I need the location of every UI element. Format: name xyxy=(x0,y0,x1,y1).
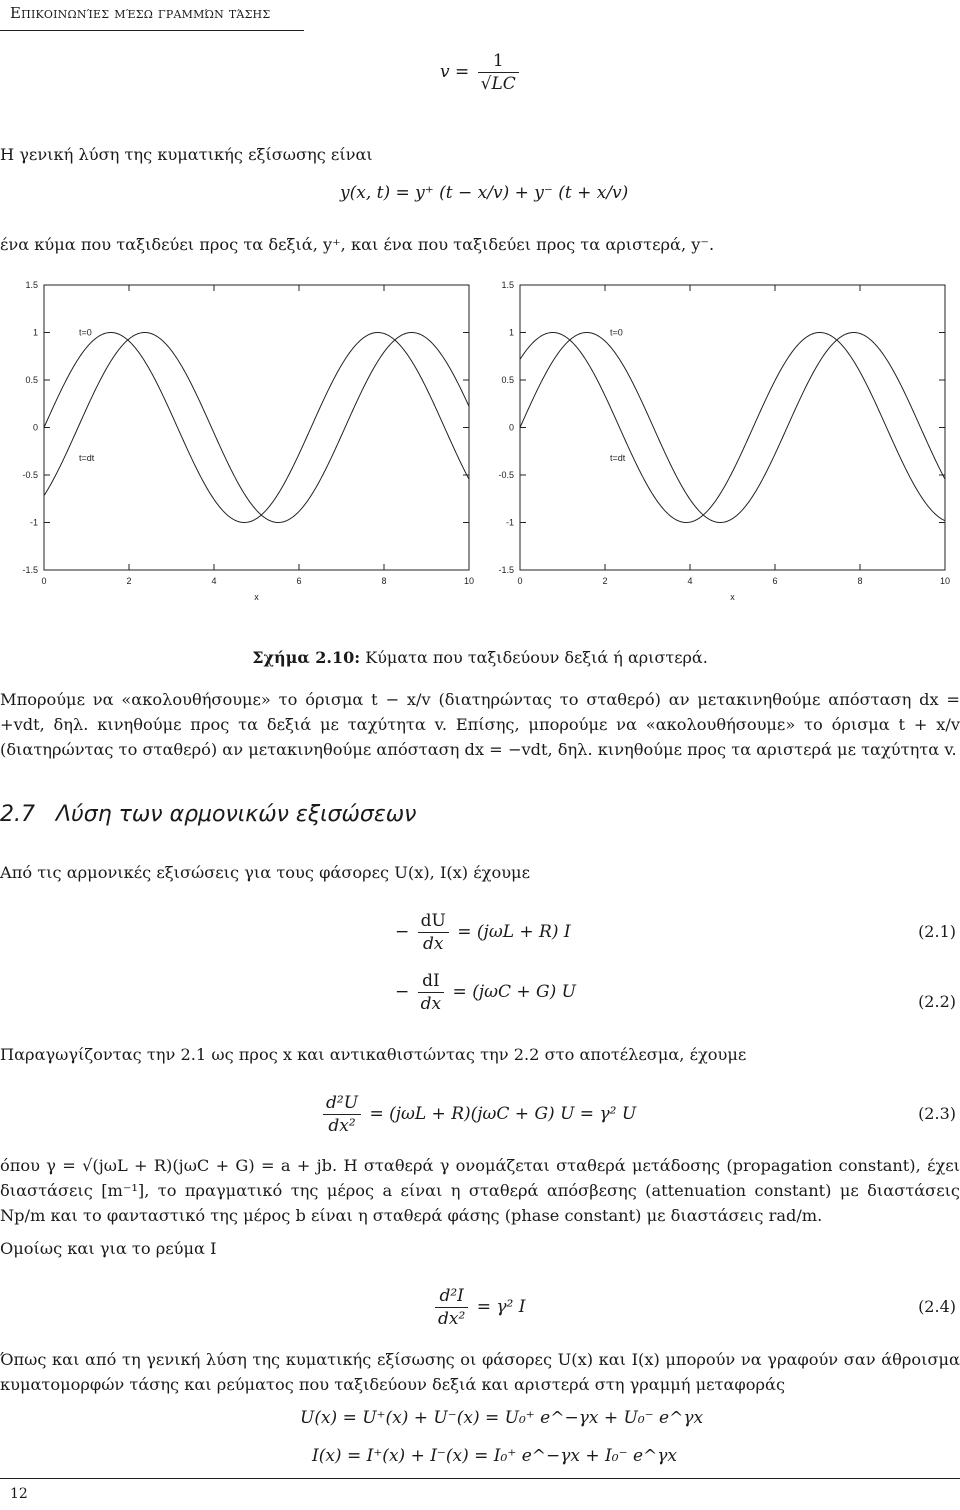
equation-I: I(x) = I⁺(x) + I⁻(x) = I₀⁺ e^−γx + I₀⁻ e^γx xyxy=(312,1446,678,1466)
eq-2-4-tag: (2.4) xyxy=(918,1297,956,1316)
x-tick-label: 8 xyxy=(381,576,387,586)
eq-2-2-fraction: $\frac{dI}{dx}$ xyxy=(418,970,444,1015)
plot-left xyxy=(22,280,474,602)
eq-2-1-tag: (2.1) xyxy=(918,922,956,941)
eq-2-3-fraction: $\frac{\text{d²U}}{\text{dx²}}$ xyxy=(323,1092,361,1137)
equation-2-2: − $\frac{dI}{dx}$ = (jωC + G) U xyxy=(395,971,576,1014)
gamma-paragraph: όπου γ = √(jωL + R)(jωC + G) = a + jb. Η σταθερά γ ονομάζεται σταθερά μετάδοσης (propagation constant), έχει διαστάσεις [m⁻¹], το πραγματικό της μέρος a είναι η σταθερά απόσβεσης (attenuation constant) με διαστάσεις Np/m και το φανταστικό της μέρος b είναι η σταθερά φάσης (phase constant) με διαστάσεις rad/m. xyxy=(0,1156,960,1225)
velocity-lhs: v = xyxy=(440,62,470,82)
x-tick-label: 6 xyxy=(296,576,302,586)
eq-2-2-tag: (2.2) xyxy=(918,992,956,1011)
y-tick-label: 1 xyxy=(508,327,514,338)
eq-2-1-fraction: $\frac{dU}{dx}$ xyxy=(418,910,449,955)
annotation-tdt: t=dt xyxy=(610,453,626,463)
y-tick-label: 0 xyxy=(32,422,38,433)
figure-waves xyxy=(0,275,960,605)
annotation-t0: t=0 xyxy=(610,327,623,338)
y-tick-label: -1 xyxy=(505,517,514,528)
x-axis-label: x xyxy=(254,592,259,602)
x-tick-label: 0 xyxy=(517,576,523,586)
general-solution: y(x, t) = y⁺ (t − x/v) + y⁻ (t + x/v) xyxy=(340,183,629,203)
annotation-t0: t=0 xyxy=(79,327,92,338)
velocity-equation xyxy=(440,50,522,95)
y-tick-label: 0.5 xyxy=(501,375,514,385)
y-tick-label: -1.5 xyxy=(22,565,38,575)
equation-2-4: $\frac{\text{d²I}}{\text{dx²}}$ = γ² I xyxy=(432,1285,525,1330)
x-tick-label: 4 xyxy=(211,576,217,586)
section-title: Λύση των αρμονικών εξισώσεων xyxy=(55,802,417,827)
series-line-t0 xyxy=(520,333,945,523)
phasor-paragraph: Όπως και από τη γενική λύση της κυματικής εξίσωσης οι φάσορες U(x) και I(x) μπορούν να γραφούν σαν άθροισμα κυματομορφών τάσης και ρεύματος που ταξιδεύουν δεξιά και αριστερά στη γραμμή μεταφοράς xyxy=(0,1350,960,1394)
y-tick-label: 0 xyxy=(508,422,514,433)
equation-2-1: − $\frac{dU}{dx}$ = (jωL + R) I xyxy=(395,911,571,954)
eq-2-4-fraction: $\frac{\text{d²I}}{\text{dx²}}$ xyxy=(435,1285,468,1330)
x-tick-label: 4 xyxy=(687,576,693,586)
velocity-num: 1 xyxy=(478,50,519,73)
velocity-den: √LC xyxy=(480,74,516,94)
header-rule xyxy=(0,30,304,31)
annotation-tdt: t=dt xyxy=(79,453,95,463)
plot-frame xyxy=(44,285,469,570)
caption-text: Κύματα που ταξιδεύουν δεξιά ή αριστερά. xyxy=(365,648,708,667)
figure-caption xyxy=(0,648,960,667)
x-tick-label: 2 xyxy=(126,576,132,586)
plot-frame xyxy=(520,285,945,570)
y-tick-label: -0.5 xyxy=(498,470,514,480)
section-heading xyxy=(0,802,416,827)
equation-2-3: $\frac{\text{d²U}}{\text{dx²}}$ = (jωL + R)(jωC + G) U = γ² U xyxy=(320,1092,636,1137)
series-line-t0 xyxy=(44,333,469,523)
velocity-fraction xyxy=(478,50,519,95)
eq-2-3-tag: (2.3) xyxy=(918,1104,956,1123)
x-tick-label: 2 xyxy=(602,576,608,586)
equation-U: U(x) = U⁺(x) + U⁻(x) = U₀⁺ e^−γx + U₀⁻ e^γx xyxy=(300,1408,704,1428)
y-tick-label: 0.5 xyxy=(25,375,38,385)
page-number: 12 xyxy=(10,1486,28,1502)
y-tick-label: -0.5 xyxy=(22,470,38,480)
plot-right xyxy=(498,280,950,602)
harmonic-intro: Από τις αρμονικές εξισώσεις για τους φάσορες U(x), I(x) έχουμε xyxy=(0,863,530,882)
caption-label: Σχήμα 2.10: xyxy=(252,648,361,667)
differentiating-text: Παραγωγίζοντας την 2.1 ως προς x και αντικαθιστώντας την 2.2 στο αποτέλεσμα, έχουμε xyxy=(0,1045,747,1064)
y-tick-label: -1.5 xyxy=(498,565,514,575)
intro-text: Η γενική λύση της κυματικής εξίσωσης είναι xyxy=(0,145,373,164)
x-axis-label: x xyxy=(730,592,735,602)
y-tick-label: 1.5 xyxy=(25,280,38,290)
y-tick-label: -1 xyxy=(29,517,38,528)
footer-rule xyxy=(0,1478,960,1479)
running-head: Επικοινωνίες μέσω γραμμών τάσης xyxy=(10,4,271,22)
x-tick-label: 10 xyxy=(463,576,475,586)
series-line-tdt xyxy=(44,333,469,523)
y-tick-label: 1 xyxy=(32,327,38,338)
paragraph-follow: Μπορούμε να «ακολουθήσουμε» το όρισμα t − x/v (διατηρώντας το σταθερό) αν μετακινηθούμε απόσταση dx = +vdt, δηλ. κινηθούμε προς τα δεξιά με ταχύτητα v. Επίσης, μπορούμε να «ακολουθήσουμε» το όρισμα t + x/v (διατηρώντας το σταθερό) αν μετακινηθούμε απόσταση dx = −vdt, δηλ. κινηθούμε προς τα αριστερά με ταχύτητα v. xyxy=(0,690,960,759)
y-tick-label: 1.5 xyxy=(501,280,514,290)
current-text: Ομοίως και για το ρεύμα I xyxy=(0,1239,217,1258)
series-line-tdt xyxy=(520,333,945,523)
section-number: 2.7 xyxy=(0,802,35,827)
x-tick-label: 8 xyxy=(857,576,863,586)
x-tick-label: 10 xyxy=(939,576,951,586)
x-tick-label: 6 xyxy=(772,576,778,586)
after-solution-text: ένα κύμα που ταξιδεύει προς τα δεξιά, y⁺, και ένα που ταξιδεύει προς τα αριστερά, y⁻. xyxy=(0,235,715,254)
x-tick-label: 0 xyxy=(41,576,47,586)
